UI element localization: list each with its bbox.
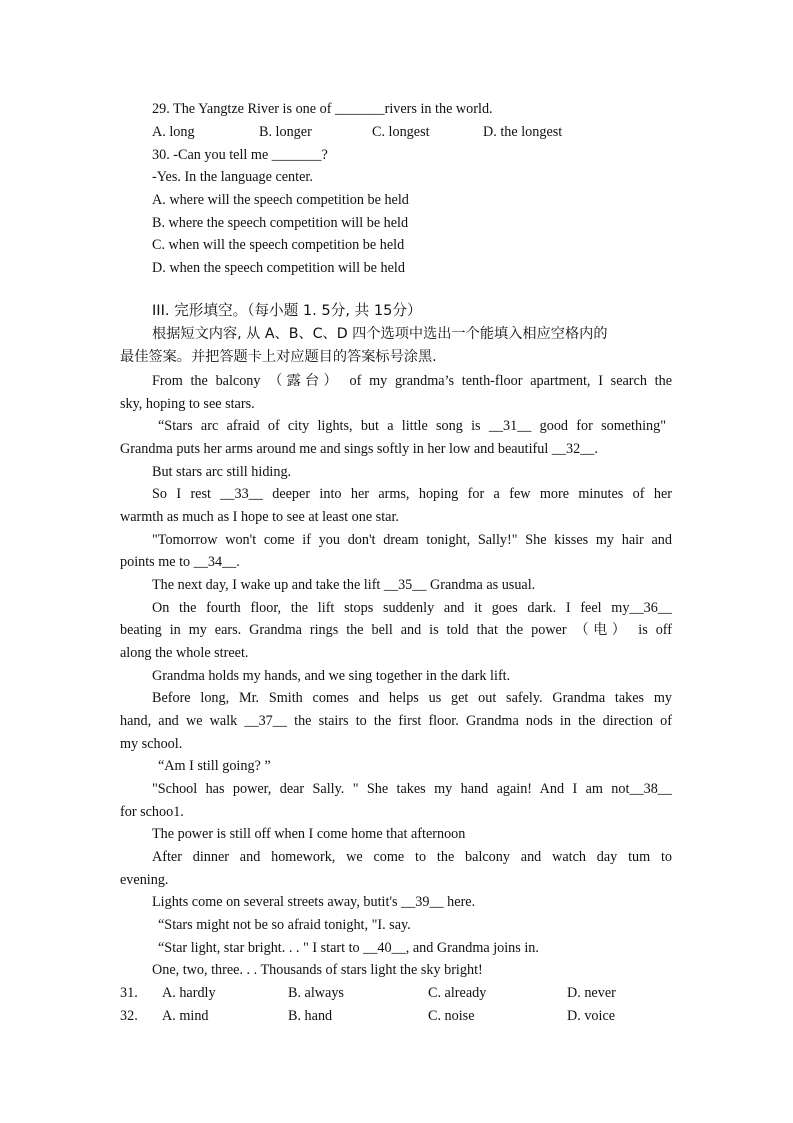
section-instruction-line-1: 根据短文内容, 从 A、B、C、D 四个选项中选出一个能填入相应空格内的	[152, 326, 608, 342]
passage-line: But stars arc still hiding.	[152, 464, 292, 480]
passage-line: points me to __34__.	[120, 554, 240, 570]
passage-line: On the fourth floor, the lift stops suddenly and it goes dark. I feel my__36__	[152, 600, 672, 616]
passage-line: "School has power, dear Sally. " She takes my hand again! And I am not__38__	[152, 781, 672, 797]
q30-option-c: C. when will the speech competition be held	[152, 237, 405, 253]
passage-line: warmth as much as I hope to see at least one star.	[120, 509, 399, 525]
passage-line: After dinner and homework, we come to the balcony and watch day tum to	[152, 849, 672, 865]
section-heading: III. 完形填空。（每小题 1. 5分, 共 15分）	[152, 302, 422, 319]
passage-line: Before long, Mr. Smith comes and helps us get out safely. Grandma takes my	[152, 690, 672, 706]
answer-32-option-d: D. voice	[567, 1008, 616, 1024]
passage-line: The next day, I wake up and take the lift __35__ Grandma as usual.	[152, 577, 536, 593]
q30-option-d: D. when the speech competition will be held	[152, 260, 405, 276]
q29-option-b: B. longer	[259, 124, 312, 140]
passage-line: From the balcony （露台） of my grandma’s tenth-floor apartment, I search the	[152, 373, 672, 389]
q29-option-a: A. long	[152, 124, 195, 140]
answer-32-number: 32.	[120, 1008, 138, 1024]
passage-line: my school.	[120, 736, 183, 752]
passage-line: “Stars might not be so afraid tonight, "I. say.	[158, 917, 411, 933]
passage-line: Grandma holds my hands, and we sing together in the dark lift.	[152, 668, 511, 684]
q30-option-a: A. where will the speech competition be held	[152, 192, 409, 208]
passage-line: Lights come on several streets away, butit's __39__ here.	[152, 894, 476, 910]
answer-32-option-b: B. hand	[288, 1008, 333, 1024]
answer-32-option-c: C. noise	[428, 1008, 475, 1024]
passage-line: beating in my ears. Grandma rings the bell and is told that the power （电） is off	[120, 622, 672, 638]
passage-line: hand, and we walk __37__ the stairs to the first floor. Grandma nods in the direction of	[120, 713, 672, 729]
section-instruction-line-2: 最佳签案。并把答题卡上对应题目的答案标号涂黑.	[120, 349, 437, 365]
answer-31-option-d: D. never	[567, 985, 616, 1001]
answer-31-option-b: B. always	[288, 985, 344, 1001]
passage-line: “Stars arc afraid of city lights, but a little song is __31__ good for something"	[158, 418, 666, 434]
passage-line: The power is still off when I come home that afternoon	[152, 826, 466, 842]
answer-32-option-a: A. mind	[162, 1008, 209, 1024]
passage-line: sky, hoping to see stars.	[120, 396, 255, 412]
question-30-reply: -Yes. In the language center.	[152, 169, 313, 185]
passage-line: "Tomorrow won't come if you don't dream tonight, Sally!" She kisses my hair and	[152, 532, 672, 548]
q30-option-b: B. where the speech competition will be held	[152, 215, 409, 231]
passage-line: One, two, three. . . Thousands of stars light the sky bright!	[152, 962, 483, 978]
question-30-stem: 30. -Can you tell me _______?	[152, 147, 328, 163]
passage-line: Grandma puts her arms around me and sings softly in her low and beautiful __32__.	[120, 441, 598, 457]
question-29-stem: 29. The Yangtze River is one of _______rivers in the world.	[152, 101, 493, 117]
passage-line: evening.	[120, 872, 169, 888]
q29-option-d: D. the longest	[483, 124, 563, 140]
passage-line: “Star light, star bright. . . " I start to __40__, and Grandma joins in.	[158, 940, 539, 956]
passage-line: for schoo1.	[120, 804, 184, 820]
passage-line: So I rest __33__ deeper into her arms, hoping for a few more minutes of her	[152, 486, 672, 502]
passage-line: “Am I still going? ”	[158, 758, 271, 774]
q29-option-c: C. longest	[372, 124, 430, 140]
answer-31-option-a: A. hardly	[162, 985, 216, 1001]
answer-31-option-c: C. already	[428, 985, 487, 1001]
answer-31-number: 31.	[120, 985, 138, 1001]
passage-line: along the whole street.	[120, 645, 249, 661]
